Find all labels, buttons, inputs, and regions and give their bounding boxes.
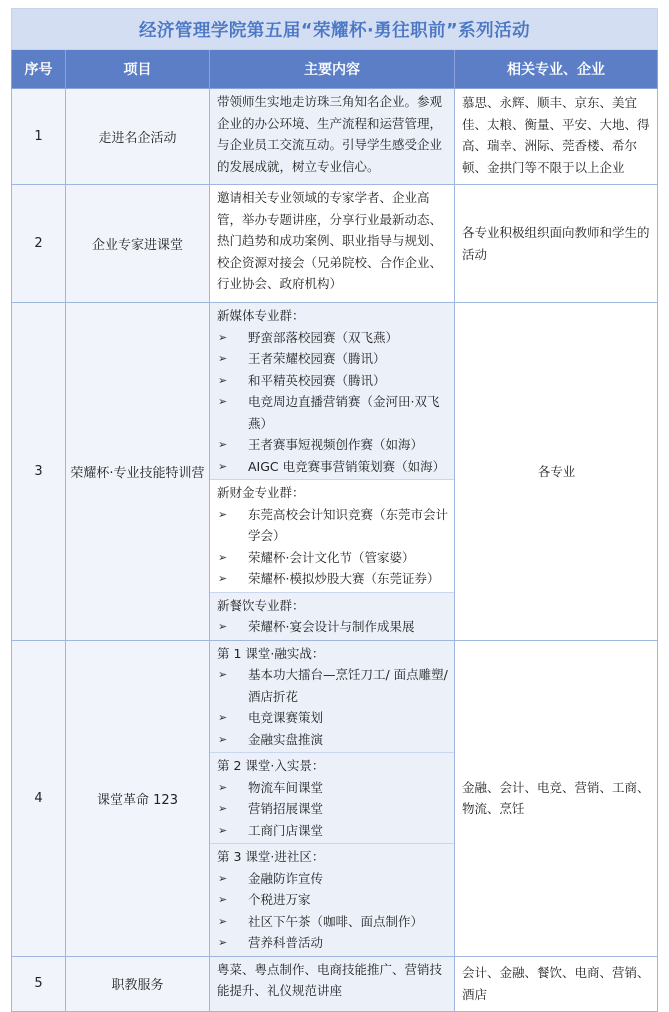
group-title: 第 3 课堂·进社区： <box>217 849 325 864</box>
list-item: ➢ 电竞周边直播营销赛（金河田·双飞燕） <box>217 391 448 434</box>
list-item: ➢ 金融防诈宣传 <box>217 868 448 890</box>
group-list <box>217 327 448 478</box>
content-group <box>210 480 454 593</box>
table-row <box>12 956 658 1011</box>
activity-table <box>11 8 658 1012</box>
row-seq: 2 <box>12 185 66 303</box>
list-item: ➢ 电竞课赛策划 <box>217 707 448 729</box>
row-seq: 5 <box>12 956 66 1011</box>
row-seq: 1 <box>12 89 66 185</box>
group-list <box>217 504 448 590</box>
row-seq: 4 <box>12 640 66 956</box>
row-project: 荣耀杯·专业技能特训营 <box>66 303 210 641</box>
row-seq: 3 <box>12 303 66 641</box>
content-group <box>210 844 454 956</box>
header-row <box>12 50 658 89</box>
row-project: 走进名企活动 <box>66 89 210 185</box>
group-title: 新餐饮专业群： <box>217 597 305 613</box>
group-list <box>217 868 448 954</box>
list-item: ➢ AIGC 电竞赛事营销策划赛（如海） <box>217 456 448 478</box>
row-content <box>210 640 455 956</box>
list-item: ➢ 社区下午茶（咖啡、面点制作） <box>217 911 448 933</box>
list-item: ➢ 王者荣耀校园赛（腾讯） <box>217 348 448 370</box>
list-item: ➢ 王者赛事短视频创作赛（如海） <box>217 434 448 456</box>
table-row <box>12 303 658 641</box>
row-related: 会计、金融、餐饮、电商、营销、酒店 <box>455 956 658 1011</box>
list-item: ➢ 营销招展课堂 <box>217 798 448 820</box>
group-list <box>217 616 448 638</box>
group-title: 第 2 课堂·入实景： <box>217 758 325 773</box>
row-related: 各专业 <box>455 303 658 641</box>
list-item: ➢ 金融实盘推演 <box>217 729 448 751</box>
activity-document <box>11 8 657 1002</box>
list-item: ➢ 基本功大擂台—烹饪刀工/ 面点雕塑/ 酒店折花 <box>217 664 448 707</box>
row-project: 课堂革命 123 <box>66 640 210 956</box>
list-item: ➢ 东莞高校会计知识竞赛（东莞市会计学会） <box>217 504 448 547</box>
table-row <box>12 640 658 956</box>
group-title: 新媒体专业群： <box>217 308 305 323</box>
row-project: 企业专家进课堂 <box>66 185 210 303</box>
row-project: 职教服务 <box>66 956 210 1011</box>
title-row <box>12 9 658 50</box>
list-item: ➢ 工商门店课堂 <box>217 820 448 842</box>
group-title: 第 1 课堂·融实战： <box>217 645 325 661</box>
row-content <box>210 303 455 641</box>
group-list <box>217 777 448 842</box>
content-group <box>210 593 454 640</box>
header-seq: 序号 <box>12 50 66 89</box>
header-related: 相关专业、企业 <box>455 50 658 89</box>
content-group <box>210 303 454 480</box>
content-group <box>210 641 454 754</box>
list-item: ➢ 营养科普活动 <box>217 932 448 954</box>
list-item: ➢ 野蛮部落校园赛（双飞燕） <box>217 327 448 349</box>
header-project: 项目 <box>66 50 210 89</box>
row-content: 带领师生实地走访珠三角知名企业。参观企业的办公环境、生产流程和运营管理，与企业员工交流互动。引导学生感受企业的发展成就，树立专业信心。 <box>210 89 455 185</box>
row-related: 各专业积极组织面向教师和学生的活动 <box>455 185 658 303</box>
content-group <box>210 753 454 844</box>
list-item: ➢ 个税进万家 <box>217 889 448 911</box>
list-item: ➢ 荣耀杯·会计文化节（管家婆） <box>217 547 448 569</box>
row-content: 邀请相关专业领域的专家学者、企业高管，举办专题讲座，分享行业最新动态、热门趋势和成功案例、职业指导与规划、校企资源对接会（兄弟院校、合作企业、行业协会、政府机构） <box>210 185 455 303</box>
row-related: 慕思、永辉、顺丰、京东、美宜佳、太粮、衡量、平安、大地、得高、瑞幸、洲际、莞香楼、希尔顿、金拱门等不限于以上企业 <box>455 89 658 185</box>
row-content: 粤菜、粤点制作、电商技能推广、营销技能提升、礼仪规范讲座 <box>210 956 455 1011</box>
page-title: 经济管理学院第五届“荣耀杯·勇往职前”系列活动 <box>12 9 658 50</box>
group-list <box>217 664 448 750</box>
group-title: 新财金专业群： <box>217 485 305 500</box>
list-item: ➢ 和平精英校园赛（腾讯） <box>217 370 448 392</box>
list-item: ➢ 物流车间课堂 <box>217 777 448 799</box>
header-content: 主要内容 <box>210 50 455 89</box>
table-row <box>12 185 658 303</box>
row-related: 金融、会计、电竞、营销、工商、物流、烹饪 <box>455 640 658 956</box>
list-item: ➢ 荣耀杯·宴会设计与制作成果展 <box>217 616 448 638</box>
list-item: ➢ 荣耀杯·模拟炒股大赛（东莞证券） <box>217 568 448 590</box>
table-row <box>12 89 658 185</box>
